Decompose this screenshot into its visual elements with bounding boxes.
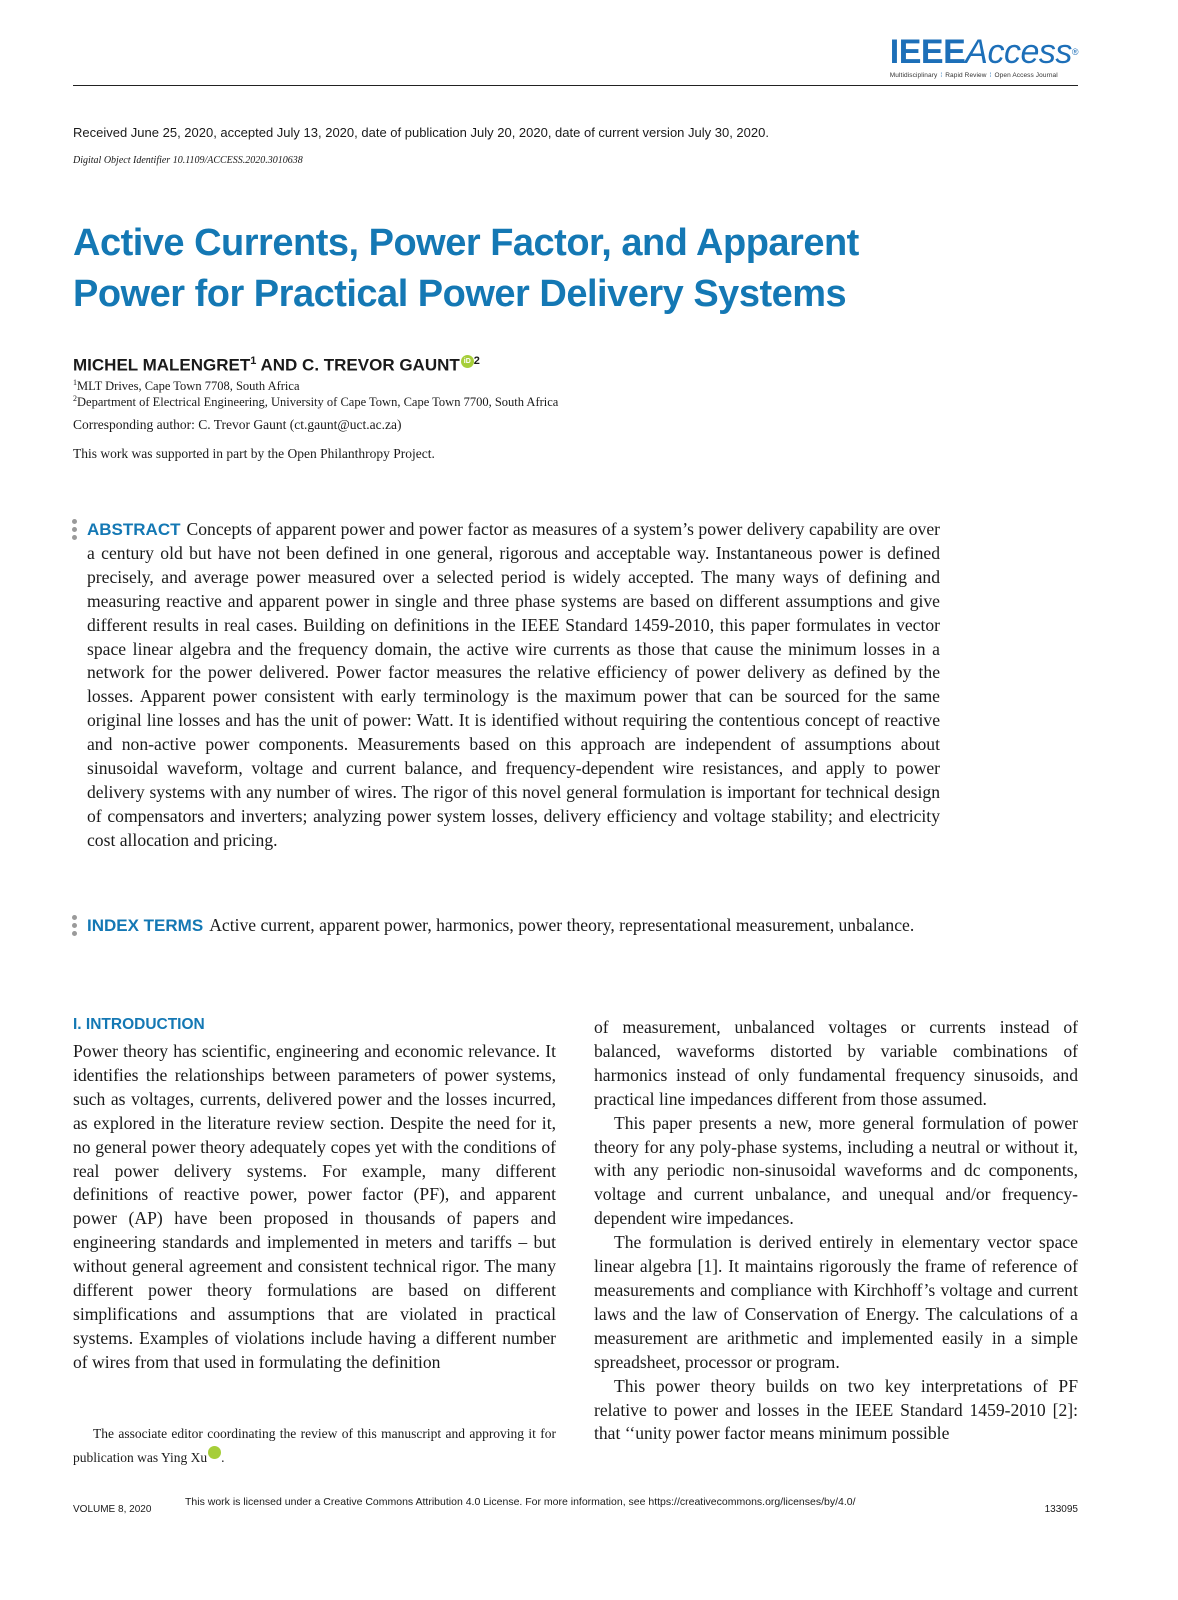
index-terms-text: Active current, apparent power, harmonics, power theory, representational measurement, unbalance. bbox=[209, 915, 915, 935]
tagline-item: Multidisciplinary bbox=[889, 72, 938, 79]
title-line-2: Power for Practical Power Delivery Systems bbox=[73, 273, 847, 315]
footnote-period: . bbox=[221, 1450, 225, 1465]
affiliation-number: 2 bbox=[73, 394, 77, 403]
tagline-item: Open Access Journal bbox=[994, 72, 1058, 79]
orcid-icon[interactable]: iD bbox=[461, 355, 474, 368]
author-affiliation-mark: 1 bbox=[250, 355, 257, 367]
footnote-text: The associate editor coordinating the review of this manuscript and approving it for publication was Ying Xu bbox=[73, 1426, 556, 1465]
paragraph: of measurement, unbalanced voltages or currents instead of balanced, waveforms distorted by variable combinations of harmonics instead of only fundamental frequency sinusoids, and practical line impedances different from those assumed. bbox=[594, 1017, 1078, 1109]
journal-logo bbox=[890, 34, 1078, 79]
affiliation-number: 1 bbox=[73, 378, 77, 387]
author-name: C. TREVOR GAUNT bbox=[302, 355, 460, 375]
index-terms-heading: INDEX TERMS bbox=[87, 916, 204, 935]
intro-right-column bbox=[594, 1016, 1078, 1446]
tagline-item: Rapid Review bbox=[945, 72, 987, 79]
paragraph: The formulation is derived entirely in elementary vector space linear algebra [1]. It maintains rigorously the frame of reference of measurements and compliance with Kirchhoff’s voltage and current laws and the law of Conservation of Energy. The calculations of a measurement are arithmetic and implemented easily in a simple spreadsheet, processor or program. bbox=[594, 1232, 1078, 1372]
paper-title bbox=[73, 218, 973, 320]
intro-left-column: Power theory has scientific, engineering and economic relevance. It identifies the relationships between parameters of power systems, such as voltages, currents, delivered power and the losses incurred, as explored in the literature review section. Despite the need for it, no general power theory adequately copes yet with the conditions of real power delivery systems. For example, many different definitions of reactive power, power factor (PF), and apparent power (AP) have been proposed in thousands of papers and engineering standards and implemented in meters and tariffs – but without general agreement and consistent technical rigor. The many different power theory formulations are based on different simplifications and assumptions that are violated in practical systems. Examples of violations include having a different number of wires from that used in formulating the definition bbox=[73, 1041, 556, 1372]
affiliation bbox=[73, 378, 300, 394]
footer-volume: VOLUME 8, 2020 bbox=[73, 1504, 152, 1515]
section-dots-icon bbox=[72, 915, 78, 939]
header-divider bbox=[73, 85, 1078, 86]
section-dots-icon bbox=[72, 519, 78, 543]
author-list bbox=[73, 355, 480, 376]
abstract-heading: ABSTRACT bbox=[87, 520, 181, 539]
funding-note: This work was supported in part by the Open Philanthropy Project. bbox=[73, 446, 435, 461]
abstract bbox=[87, 518, 940, 853]
affiliation-text: Department of Electrical Engineering, University of Cape Town, Cape Town 7700, South Africa bbox=[77, 395, 559, 410]
logo-trademark: ® bbox=[1071, 47, 1078, 57]
author-affiliation-mark: 2 bbox=[473, 355, 480, 367]
journal-tagline: Multidisciplinary ⁞ Rapid Review ⁞ Open Access Journal bbox=[889, 72, 1058, 79]
abstract-text: Concepts of apparent power and power factor as measures of a system’s power delivery capability are over a century old but have not been defined in one general, rigorous and acceptable way. Instantaneous power is defined precisely, and average power measured over a selected period is widely accepted. The many ways of defining and measuring reactive and apparent power in single and three phase systems are based on different assumptions and give different results in real cases. Building on definitions in the IEEE Standard 1459-2010, this paper formulates in vector space linear algebra and the frequency domain, the active wire currents as those that cause the minimum losses in a network for the power delivered. Power factor measures the relative efficiency of power delivery as defined by the losses. Apparent power consistent with early terminology is the maximum power that can be sourced for the same original line losses and has the unit of power: Watt. It is identified without requiring the contentious concept of reactive and non-active power components. Measurements based on this approach are independent of assumptions about sinusoidal waveform, voltage and current balance, and frequency-dependent wire resistances, and apply to power delivery systems with any number of wires. The rigor of this novel general formulation is important for technical design of compensators and inverters; analyzing power system losses, delivery efficiency and voltage stability; and electricity cost allocation and pricing. bbox=[87, 519, 940, 850]
paragraph: This paper presents a new, more general formulation of power theory for any poly-phase systems, including a neutral or without it, with any periodic non-sinusoidal waveforms and dc components, voltage and current unbalance, and unequal and/or frequency-dependent wire impedances. bbox=[594, 1112, 1078, 1229]
corresponding-author: Corresponding author: C. Trevor Gaunt (ct.gaunt@uct.ac.za) bbox=[73, 417, 402, 432]
page-number: 133095 bbox=[1044, 1504, 1078, 1515]
editor-footnote bbox=[73, 1422, 556, 1470]
received-dates: Received June 25, 2020, accepted July 13, 2020, date of publication July 20, 2020, date of current version July 30, 2020. bbox=[73, 125, 769, 140]
footer-license: This work is licensed under a Creative Commons Attribution 4.0 License. For more information, see https://creativecommons.org/licenses/by/4.0/ bbox=[185, 1496, 856, 1508]
affiliation-text: MLT Drives, Cape Town 7708, South Africa bbox=[77, 379, 300, 394]
title-line-1: Active Currents, Power Factor, and Apparent bbox=[73, 222, 859, 264]
paragraph: This power theory builds on two key interpretations of PF relative to power and losses in the IEEE Standard 1459-2010 [2]: that ‘‘unity power factor means minimum possible bbox=[594, 1375, 1078, 1444]
logo-ieee-text: IEEE bbox=[889, 33, 966, 71]
affiliation bbox=[73, 394, 558, 410]
logo-access-text: Access bbox=[965, 33, 1072, 71]
section-heading-introduction: I. INTRODUCTION bbox=[73, 1016, 205, 1033]
author-conjunction: AND bbox=[260, 355, 298, 375]
index-terms bbox=[87, 914, 940, 938]
orcid-icon[interactable]: iD bbox=[208, 1446, 221, 1459]
author-name: MICHEL MALENGRET bbox=[73, 355, 251, 375]
doi-line: Digital Object Identifier 10.1109/ACCESS.2020.3010638 bbox=[73, 155, 303, 166]
